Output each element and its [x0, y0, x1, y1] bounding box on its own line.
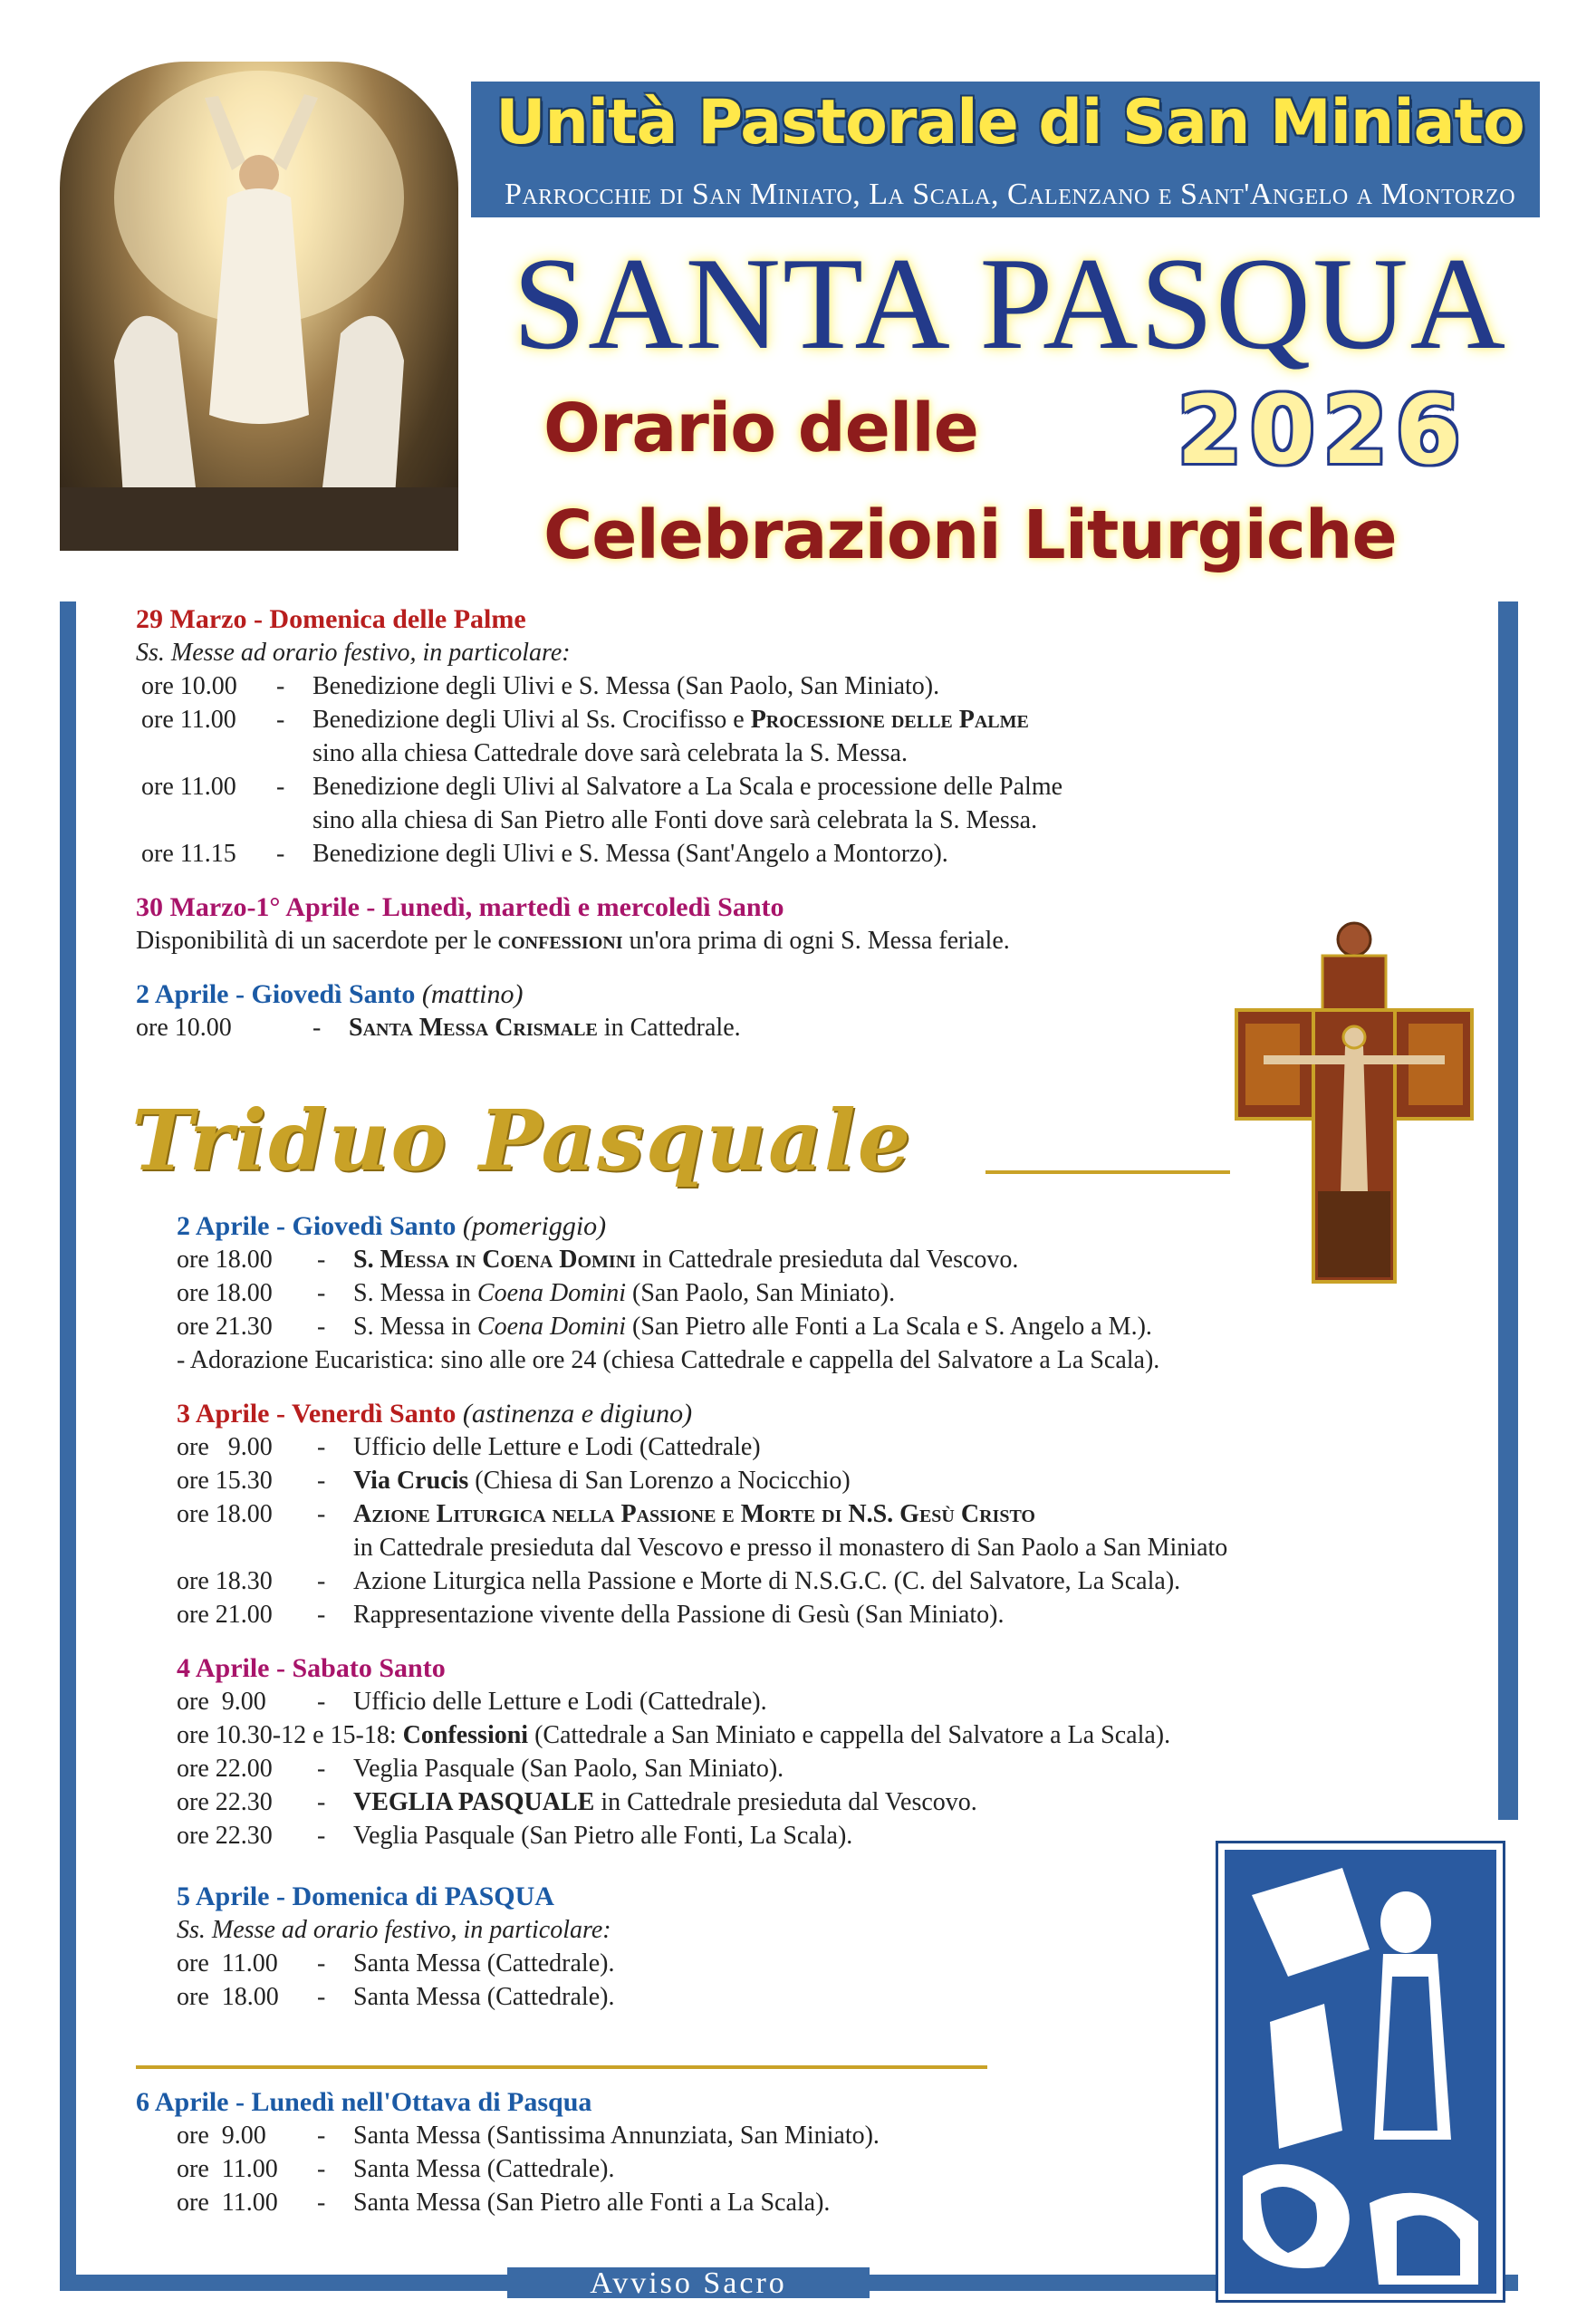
dash: -: [317, 1313, 326, 1341]
description: Benedizione degli Ulivi al Salvatore a La Scala e processione delle Palme: [312, 773, 1063, 801]
dash: -: [317, 1949, 326, 1977]
dash: -: [317, 1279, 326, 1307]
description: Santa Messa (Cattedrale).: [353, 2155, 615, 2183]
description: [353, 1243, 1490, 1276]
description: Santa Messa (San Pietro alle Fonti a La Scala).: [353, 2189, 831, 2217]
time: ore 18.00: [177, 1279, 273, 1307]
description-emphasis: S. Messa in Coena Domini: [353, 1246, 636, 1274]
footer-label: Avviso Sacro: [507, 2267, 870, 2298]
dash: -: [312, 1014, 322, 1042]
section-lunedi: [136, 2085, 1223, 2219]
description-text-end: (San Paolo, San Miniato).: [626, 1279, 896, 1307]
santo-text-end: un'ora prima di ogni S. Messa feriale.: [622, 927, 1010, 955]
description: Ufficio delle Letture e Lodi (Cattedrale): [353, 1433, 761, 1461]
santo-emphasis: confessioni: [497, 927, 623, 955]
time: ore 21.00: [177, 1601, 273, 1629]
description-text: (Chiesa di San Lorenzo a Nocicchio): [468, 1467, 851, 1495]
section-heading-sabato: 4 Aprile - Sabato Santo: [177, 1653, 446, 1683]
heading-text: 3 Aprile - Venerdì Santo: [177, 1399, 463, 1429]
description-continuation: in Cattedrale presieduta dal Vescovo e presso il monastero di San Paolo a San Miniato: [353, 1534, 1228, 1562]
schedule-row: [177, 1752, 1490, 1785]
time: ore 9.00: [177, 2122, 266, 2150]
time: ore 18.30: [177, 1567, 273, 1595]
time: ore 9.00: [177, 1433, 273, 1461]
dash: -: [317, 1467, 326, 1495]
schedule-row: [177, 1430, 1490, 1464]
dash: -: [317, 2189, 326, 2217]
description: Rappresentazione vivente della Passione di Gesù (San Miniato).: [353, 1601, 1005, 1629]
description-text: S. Messa in: [353, 1279, 477, 1307]
dash: -: [317, 1983, 326, 2011]
schedule-row: [177, 1310, 1490, 1343]
schedule-row: [136, 2119, 1223, 2152]
time: ore 10.00: [141, 672, 237, 700]
section-note: Ss. Messe ad orario festivo, in particolare:: [177, 1916, 611, 1944]
santo-text: Disponibilità di un sacerdote per le: [136, 927, 498, 955]
schedule-row: [136, 669, 1476, 703]
time: ore 11.00: [177, 1949, 278, 1977]
description-emphasis: Confessioni: [402, 1721, 529, 1749]
description: Santa Messa (Cattedrale).: [353, 1949, 615, 1977]
description-text: in Cattedrale.: [597, 1014, 741, 1042]
description-text: in Cattedrale presieduta dal Vescovo.: [635, 1246, 1019, 1274]
heading-text: 2 Aprile - Giovedì Santo: [177, 1211, 463, 1241]
dash: -: [317, 2122, 326, 2150]
description: Benedizione degli Ulivi e S. Messa (Sant'Angelo a Montorzo).: [312, 840, 948, 868]
section-heading-giovedi-pomeriggio: [177, 1209, 1490, 1243]
triduo-title: Triduo Pasquale: [131, 1092, 913, 1189]
description-text: S. Messa in: [353, 1313, 477, 1341]
description-text: Benedizione degli Ulivi al Ss. Crocifisso e: [312, 706, 751, 734]
dash: -: [276, 672, 285, 700]
description-italic: Coena Domini: [476, 1279, 627, 1307]
resurrection-painting: [60, 62, 458, 551]
description: [353, 1276, 1490, 1310]
time: ore 21.30: [177, 1313, 273, 1341]
dash: -: [317, 1755, 326, 1783]
description: [353, 1464, 1490, 1497]
frame-left-bar: [60, 601, 76, 2291]
description: Santa Messa (Santissima Annunziata, San Miniato).: [353, 2122, 880, 2150]
schedule-row: [177, 1685, 1490, 1718]
gold-divider: [136, 2065, 987, 2069]
time: ore 11.00: [141, 773, 236, 801]
time: ore 11.00: [177, 2189, 278, 2217]
page-title: SANTA PASQUA: [512, 230, 1508, 377]
time: ore 22.30: [177, 1788, 273, 1816]
time: ore 18.00: [177, 1500, 273, 1528]
description: Veglia Pasquale (San Pietro alle Fonti, La Scala).: [353, 1822, 853, 1850]
description-text-end: (San Pietro alle Fonti a La Scala e S. Angelo a M.).: [626, 1313, 1152, 1341]
description: Azione Liturgica nella Passione e Morte di N.S. Gesù Cristo: [353, 1500, 1035, 1528]
section-note: Ss. Messe ad orario festivo, in particolare:: [136, 639, 571, 667]
time: ore 18.00: [177, 1246, 273, 1274]
description-italic: Coena Domini: [476, 1313, 627, 1341]
dash: -: [276, 706, 285, 734]
dash: -: [276, 773, 285, 801]
description: Santa Messa (Cattedrale).: [353, 1983, 615, 2011]
description: Veglia Pasquale (San Paolo, San Miniato).: [353, 1755, 784, 1783]
description-text: in Cattedrale presieduta dal Vescovo.: [594, 1788, 977, 1816]
resurrection-illustration: [60, 62, 458, 551]
heading-note: (pomeriggio): [462, 1211, 607, 1241]
description-text: (Cattedrale a San Miniato e cappella del Salvatore a La Scala).: [528, 1721, 1171, 1749]
description-emphasis: VEGLIA PASQUALE: [353, 1788, 595, 1816]
dash: -: [317, 1246, 326, 1274]
time: ore 11.00: [177, 2155, 278, 2183]
subtitle-line-2: Celebrazioni Liturgiche: [543, 496, 1397, 574]
description-emphasis: Processione delle Palme: [750, 706, 1029, 734]
description: Benedizione degli Ulivi e S. Messa (San Paolo, San Miniato).: [312, 672, 940, 700]
section-heading-santo: 30 Marzo-1° Aprile - Lunedì, martedì e mercoledì Santo: [136, 892, 784, 922]
woodcut-resurrection-image: [1216, 1841, 1505, 2303]
schedule-row: [136, 2152, 1223, 2186]
dash: -: [317, 1433, 326, 1461]
description-continuation: sino alla chiesa di San Pietro alle Fonti dove sarà celebrata la S. Messa.: [312, 806, 1038, 834]
description: Ufficio delle Letture e Lodi (Cattedrale).: [353, 1688, 767, 1716]
time: ore 22.00: [177, 1755, 273, 1783]
dash: -: [317, 1822, 326, 1850]
triduo-underline: [985, 1170, 1230, 1174]
time: ore 10.00: [136, 1014, 232, 1042]
heading-note: (mattino): [421, 979, 524, 1009]
schedule-row: [177, 1718, 1490, 1752]
schedule-row: [136, 2186, 1223, 2219]
adorazione-line: - Adorazione Eucaristica: sino alle ore 24 (chiesa Cattedrale e cappella del Salvatore a La Scala).: [177, 1346, 1160, 1374]
org-title: Unità Pastorale di San Miniato: [495, 87, 1524, 159]
description-emphasis: Via Crucis: [353, 1467, 469, 1495]
schedule-row: [136, 837, 1476, 871]
section-heading: 29 Marzo - Domenica delle Palme: [136, 604, 526, 634]
schedule-row: [177, 1598, 1490, 1631]
schedule-row: [136, 770, 1476, 803]
schedule-row: [177, 1464, 1490, 1497]
dash: -: [276, 840, 285, 868]
dash: -: [317, 1788, 326, 1816]
dash: -: [317, 1567, 326, 1595]
schedule-row: [177, 1243, 1490, 1276]
schedule-row: [136, 703, 1476, 736]
description: [353, 1310, 1490, 1343]
time: ore 18.00: [177, 1983, 279, 2011]
year-label: 2026: [1177, 375, 1468, 486]
parishes-subtitle: Parrocchie di San Miniato, La Scala, Calenzano e Sant'Angelo a Montorzo: [504, 178, 1516, 211]
section-heading-pasqua: 5 Aprile - Domenica di PASQUA: [177, 1881, 554, 1911]
dash: -: [317, 1688, 326, 1716]
time: ore 22.30: [177, 1822, 273, 1850]
heading-note: (astinenza e digiuno): [462, 1399, 693, 1429]
description-continuation: sino alla chiesa Cattedrale dove sarà celebrata la S. Messa.: [312, 739, 908, 767]
schedule-row: [177, 1276, 1490, 1310]
time: ore 11.00: [141, 706, 236, 734]
time: ore 11.15: [141, 840, 236, 868]
section-heading-lunedi: 6 Aprile - Lunedì nell'Ottava di Pasqua: [136, 2087, 592, 2117]
frame-right-bar: [1498, 601, 1518, 1820]
time-range: ore 10.30-12 e 15-18:: [177, 1721, 403, 1749]
description: Azione Liturgica nella Passione e Morte di N.S.G.C. (C. del Salvatore, La Scala).: [353, 1567, 1181, 1595]
dash: -: [317, 1500, 326, 1528]
schedule-row: [177, 1785, 1490, 1819]
description-emphasis: Santa Messa Crismale: [349, 1014, 598, 1042]
description: [312, 703, 1476, 736]
description: [353, 1785, 1490, 1819]
schedule-row: [177, 1497, 1490, 1531]
subtitle-line-1: Orario delle: [543, 390, 978, 467]
time: ore 15.30: [177, 1467, 273, 1495]
time: ore 9.00: [177, 1688, 266, 1716]
section-heading-venerdi: [177, 1397, 1490, 1430]
dash: -: [317, 1601, 326, 1629]
schedule-row: [177, 1564, 1490, 1598]
dash: -: [317, 2155, 326, 2183]
heading-text: 2 Aprile - Giovedì Santo: [136, 979, 422, 1009]
